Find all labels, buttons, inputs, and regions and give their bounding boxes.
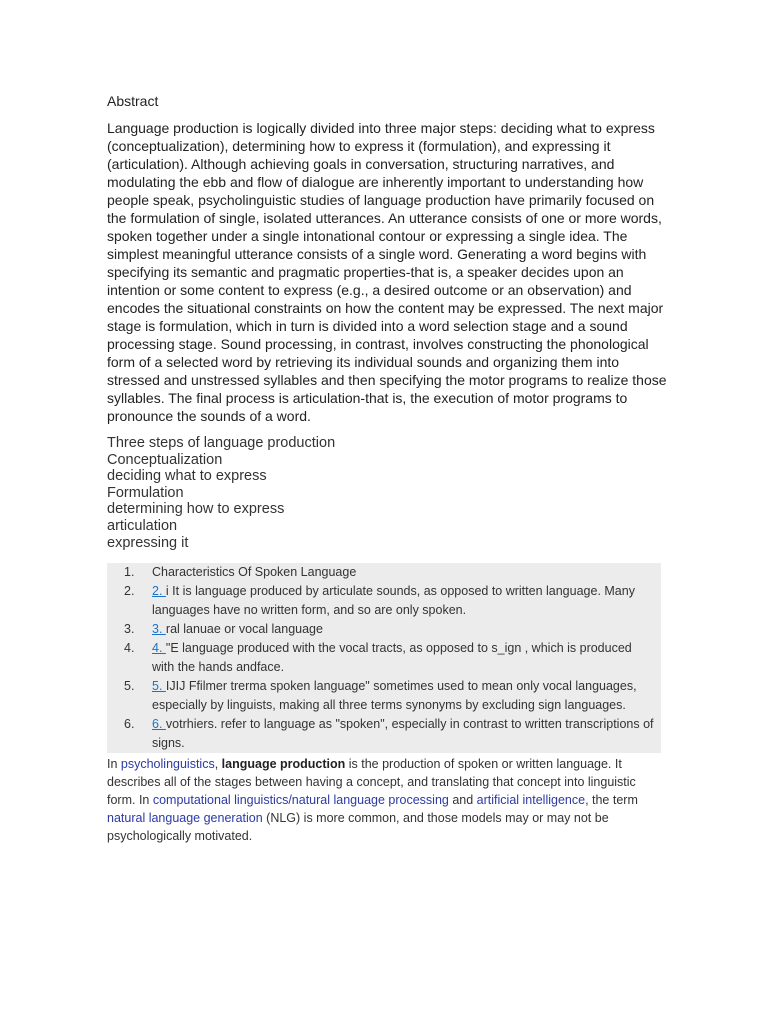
- list-item: [107, 715, 661, 753]
- list-link[interactable]: 3.: [152, 622, 166, 637]
- list-item: [107, 582, 661, 620]
- step-formulation-desc: determining how to express: [107, 501, 285, 518]
- wiki-text: , the term: [585, 793, 638, 808]
- wiki-text: is the production of spoken or written language. It describes all of the stages between having a concept, and translating that concept into linguistic form. In: [107, 757, 636, 808]
- steps-list: [107, 435, 667, 551]
- list-item: [107, 677, 661, 715]
- link-computational-linguistics[interactable]: computational linguistics/natural language processing: [152, 793, 449, 808]
- list-number: 4.: [124, 641, 135, 656]
- term-language-production: language production: [221, 757, 346, 772]
- wiki-text: In: [107, 757, 121, 772]
- list-text: IJIJ Ffilmer trerma spoken language" sometimes used to mean only vocal languages, especially by linguists, making all three terms synonyms by excluding sign languages.: [152, 679, 637, 713]
- link-artificial-intelligence[interactable]: artificial intelligence: [476, 793, 586, 808]
- wiki-text: and: [448, 793, 477, 808]
- list-number: 3.: [124, 622, 135, 637]
- link-natural-language-generation[interactable]: natural language generation: [107, 811, 263, 826]
- list-text: votrhiers. refer to language as "spoken", especially in contrast to written transcriptions of signs.: [152, 717, 654, 751]
- list-text: i It is language produced by articulate sounds, as opposed to written language. Many languages have no written form, and so are only spoken.: [152, 584, 635, 618]
- list-text: "E language produced with the vocal tracts, as opposed to s_ign , which is produced with the hands andface.: [152, 641, 632, 675]
- step-conceptualization: Conceptualization: [107, 451, 223, 468]
- wiki-text: ,: [214, 757, 222, 772]
- link-psycholinguistics[interactable]: psycholinguistics: [120, 757, 215, 772]
- list-number: 2.: [124, 584, 135, 599]
- list-item: [107, 563, 661, 582]
- step-articulation: articulation: [107, 517, 178, 534]
- wiki-text: (NLG) is more common, and those models may or may not be psychologically motivated.: [107, 811, 609, 844]
- list-number: 6.: [124, 717, 135, 732]
- abstract-heading: Abstract: [107, 93, 159, 109]
- list-link[interactable]: 2.: [152, 584, 166, 599]
- list-text: Characteristics Of Spoken Language: [152, 565, 357, 580]
- document-page: [107, 92, 667, 845]
- list-link[interactable]: 6.: [152, 717, 166, 732]
- list-link[interactable]: 5.: [152, 679, 166, 694]
- list-item: [107, 639, 661, 677]
- characteristics-list: [107, 563, 661, 753]
- list-link[interactable]: 4.: [152, 641, 166, 656]
- step-articulation-desc: expressing it: [107, 534, 189, 551]
- abstract-body: Language production is logically divided into three major steps: deciding what to express (conceptualization), determining how to express it (formulation), and expressing it (articulation). Although achieving goals in conversation, structuring narratives, and modulating the ebb and flow of dialogue are inherently important to understanding how people speak, psycholinguistic studies of language production have primarily focused on the formulation of single, isolated utterances. An utterance consists of one or more words, spoken together under a single intonational contour or expressing a single idea. The simplest meaningful utterance consists of a single word. Generating a word begins with specifying its semantic and pragmatic properties-that is, a speaker decides upon an intention or some content to express (e.g., a desired outcome or an observation) and encodes the situational constraints on how the content may be expressed. The next major stage is formulation, which in turn is divided into a word selection stage and a sound processing stage. Sound processing, in contrast, involves constructing the phonological form of a selected word by retrieving its individual sounds and organizing them into stressed and unstressed syllables and then specifying the motor programs to realize those syllables. The final process is articulation-that is, the execution of motor programs to pronounce the sounds of a word.: [107, 120, 667, 424]
- list-item: [107, 620, 661, 639]
- step-formulation: Formulation: [107, 484, 184, 501]
- step-conceptualization-desc: deciding what to express: [107, 468, 267, 485]
- list-text: ral lanuae or vocal language: [165, 622, 323, 637]
- list-number: 1.: [124, 565, 135, 580]
- wiki-paragraph: [107, 755, 667, 845]
- steps-heading: Three steps of language production: [107, 435, 336, 451]
- list-number: 5.: [124, 679, 135, 694]
